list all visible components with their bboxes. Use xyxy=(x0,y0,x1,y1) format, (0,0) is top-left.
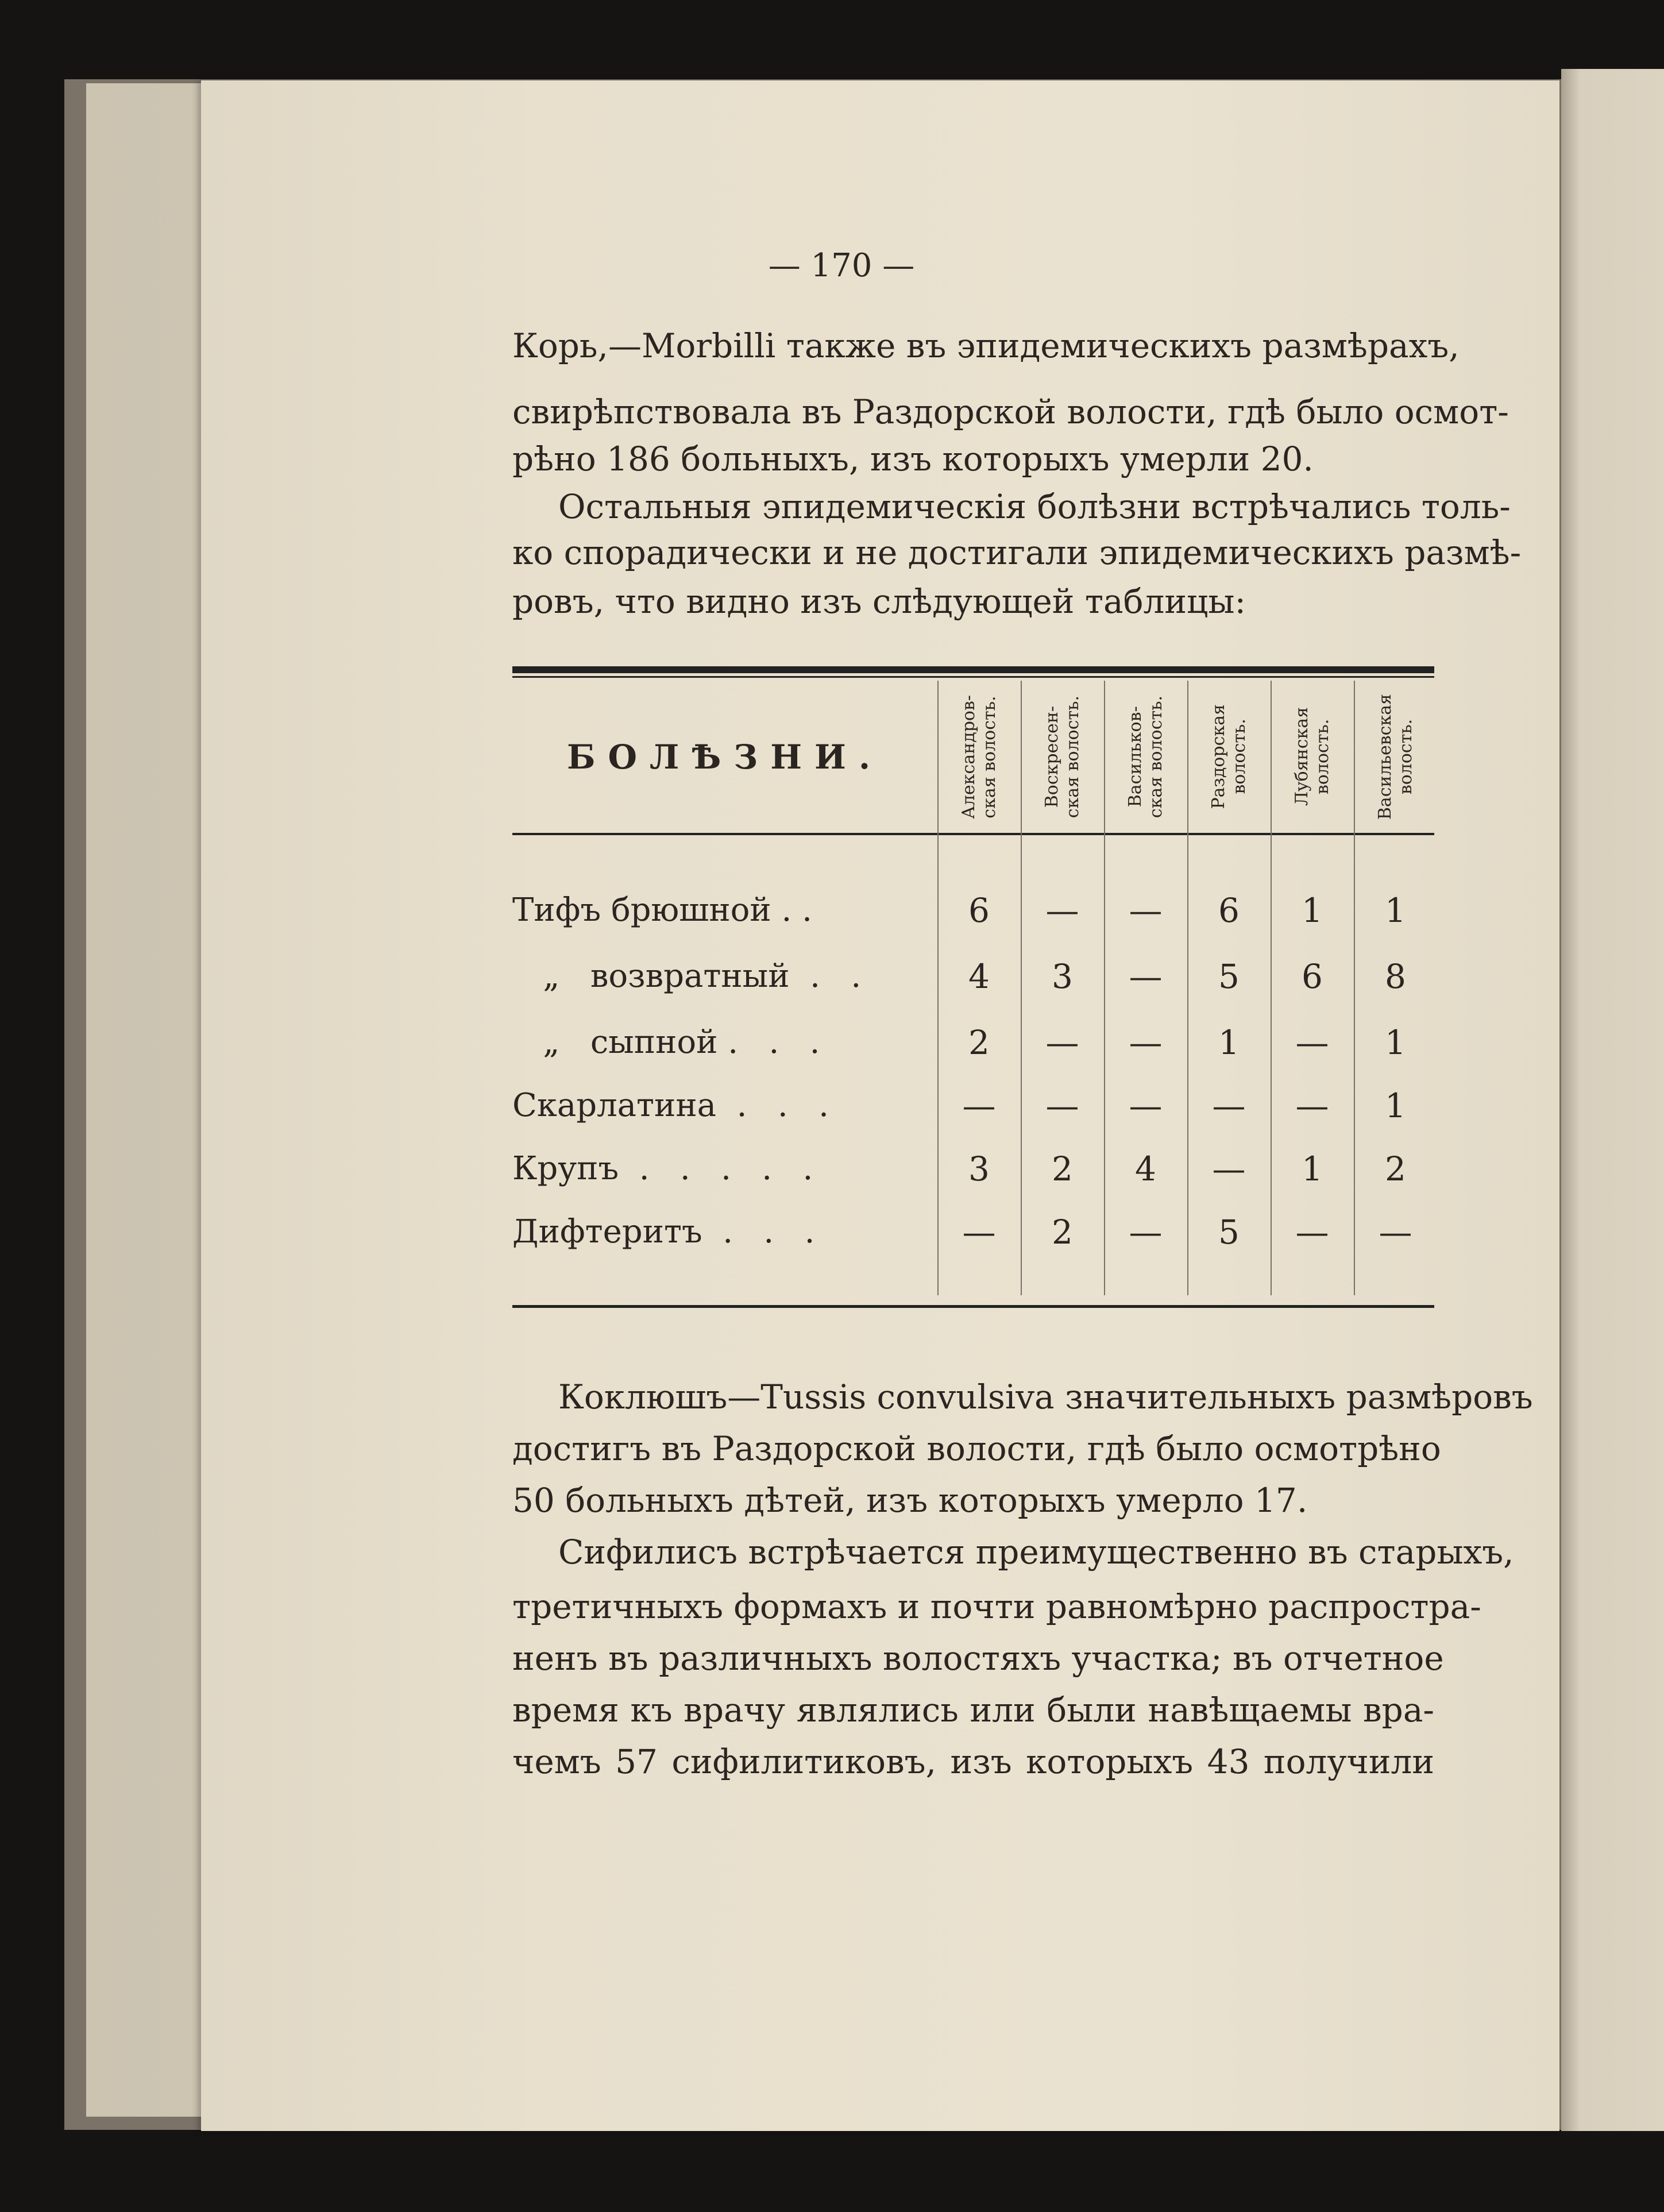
table-cell: 2 xyxy=(1052,1149,1073,1188)
table-cell: 6 xyxy=(968,891,990,930)
table-cell: 1 xyxy=(1385,1086,1406,1125)
column-header-vasilkovskaya xyxy=(1104,681,1187,833)
paragraph-line: Остальныя эпидемическія болѣзни встрѣчались толь- xyxy=(558,487,1511,526)
table-cell: 5 xyxy=(1218,1213,1240,1252)
column-header-label: Лубянская волость. xyxy=(1291,707,1333,806)
table-header-rule xyxy=(512,833,1434,835)
table-cell: 1 xyxy=(1302,891,1323,930)
paragraph-line: время къ врачу являлись или были навѣщаемы вра- xyxy=(512,1690,1434,1730)
paragraph-line: Сифилисъ встрѣчается преимущественно въ старыхъ, xyxy=(558,1532,1514,1572)
table-top-rule xyxy=(512,666,1434,673)
paragraph-line: ненъ въ различныхъ волостяхъ участка; въ отчетное xyxy=(512,1639,1444,1678)
table-cell: — xyxy=(1295,1023,1329,1062)
table-cell: — xyxy=(1129,1213,1163,1252)
table-cell: 1 xyxy=(1385,891,1406,930)
paragraph-line: чемъ 57 сифилитиковъ, изъ которыхъ 43 получили xyxy=(512,1742,1434,1781)
table-cell: 5 xyxy=(1218,957,1240,996)
table-cell: — xyxy=(1129,1086,1163,1125)
paragraph-line: Корь,—Morbilli также въ эпидемическихъ размѣрахъ, xyxy=(512,326,1460,365)
table-cell: 2 xyxy=(1052,1213,1073,1252)
table-cell: — xyxy=(1129,891,1163,930)
row-label-vozvratny: „ возвратный . . xyxy=(512,958,862,995)
paragraph-line: ровъ, что видно изъ слѣдующей таблицы: xyxy=(512,582,1246,621)
table-cell: — xyxy=(1045,1086,1079,1125)
paragraph-line: рѣно 186 больныхъ, изъ которыхъ умерли 20. xyxy=(512,439,1314,478)
column-header-label: Васильков- ская волость. xyxy=(1125,695,1166,819)
table-cell: 1 xyxy=(1385,1023,1406,1062)
facing-page-edge xyxy=(1561,69,1664,2131)
column-header-lubyanskaya xyxy=(1271,681,1354,833)
table-cell: 6 xyxy=(1302,957,1323,996)
table-cell: — xyxy=(1212,1086,1246,1125)
table-cell: — xyxy=(1295,1213,1329,1252)
table-bottom-rule xyxy=(512,1305,1434,1308)
table-cell: — xyxy=(1295,1086,1329,1125)
row-label-tif-bryushnoy: Тифъ брюшной . . xyxy=(512,891,812,929)
table-cell: — xyxy=(1379,1213,1412,1252)
column-header-label: Васильевская волость. xyxy=(1375,693,1416,820)
column-header-label: Раздорская волость. xyxy=(1208,704,1249,809)
table-cell: — xyxy=(962,1213,996,1252)
table-cell: — xyxy=(1129,957,1163,996)
page-number: — 170 — xyxy=(768,247,915,284)
table-cell: — xyxy=(1045,891,1079,930)
paragraph-line: 50 больныхъ дѣтей, изъ которыхъ умерло 17. xyxy=(512,1481,1308,1520)
table-cell: 8 xyxy=(1385,957,1406,996)
table-cell: — xyxy=(1212,1149,1246,1188)
table-cell: — xyxy=(1129,1023,1163,1062)
column-header-voskresenskaya xyxy=(1021,681,1104,833)
row-label-skarlatina: Скарлатина . . . xyxy=(512,1087,829,1124)
paragraph-line: свирѣпствовала въ Раздорской волости, гдѣ было осмот- xyxy=(512,392,1509,431)
column-header-vasilevskaya xyxy=(1354,681,1437,833)
row-label-sypnoy: „ сыпной . . . xyxy=(512,1024,820,1061)
table-cell: 3 xyxy=(1052,957,1073,996)
row-label-difterit: Дифтеритъ . . . xyxy=(512,1213,815,1250)
table-cell: 3 xyxy=(968,1149,990,1188)
table-cell: 4 xyxy=(1135,1149,1156,1188)
table-cell: 4 xyxy=(968,957,990,996)
column-header-label: Воскресен- ская волость. xyxy=(1041,695,1083,819)
table-cell: 1 xyxy=(1218,1023,1240,1062)
paragraph-line: третичныхъ формахъ и почти равномѣрно распростра- xyxy=(512,1587,1481,1626)
table-cell: 2 xyxy=(1385,1149,1406,1188)
column-header-aleksandrovskaya xyxy=(937,681,1021,833)
table-top-rule-thin xyxy=(512,676,1434,678)
paragraph-line: Коклюшъ—Tussis convulsiva значительныхъ размѣровъ xyxy=(558,1377,1533,1416)
column-header-label: Александров- ская волость. xyxy=(958,694,999,819)
table-cell: 6 xyxy=(1218,891,1240,930)
paragraph-line: достигъ въ Раздорской волости, гдѣ было осмотрѣно xyxy=(512,1429,1441,1468)
table-cell: — xyxy=(1045,1023,1079,1062)
row-label-krup: Крупъ . . . . . xyxy=(512,1150,813,1187)
table-cell: 2 xyxy=(968,1023,990,1062)
column-header-razdorskaya xyxy=(1187,681,1271,833)
diseases-header: БОЛѢЗНИ. xyxy=(566,737,883,777)
table-cell: 1 xyxy=(1302,1149,1323,1188)
paragraph-line: ко спорадически и не достигали эпидемическихъ размѣ- xyxy=(512,533,1522,572)
table-cell: — xyxy=(962,1086,996,1125)
